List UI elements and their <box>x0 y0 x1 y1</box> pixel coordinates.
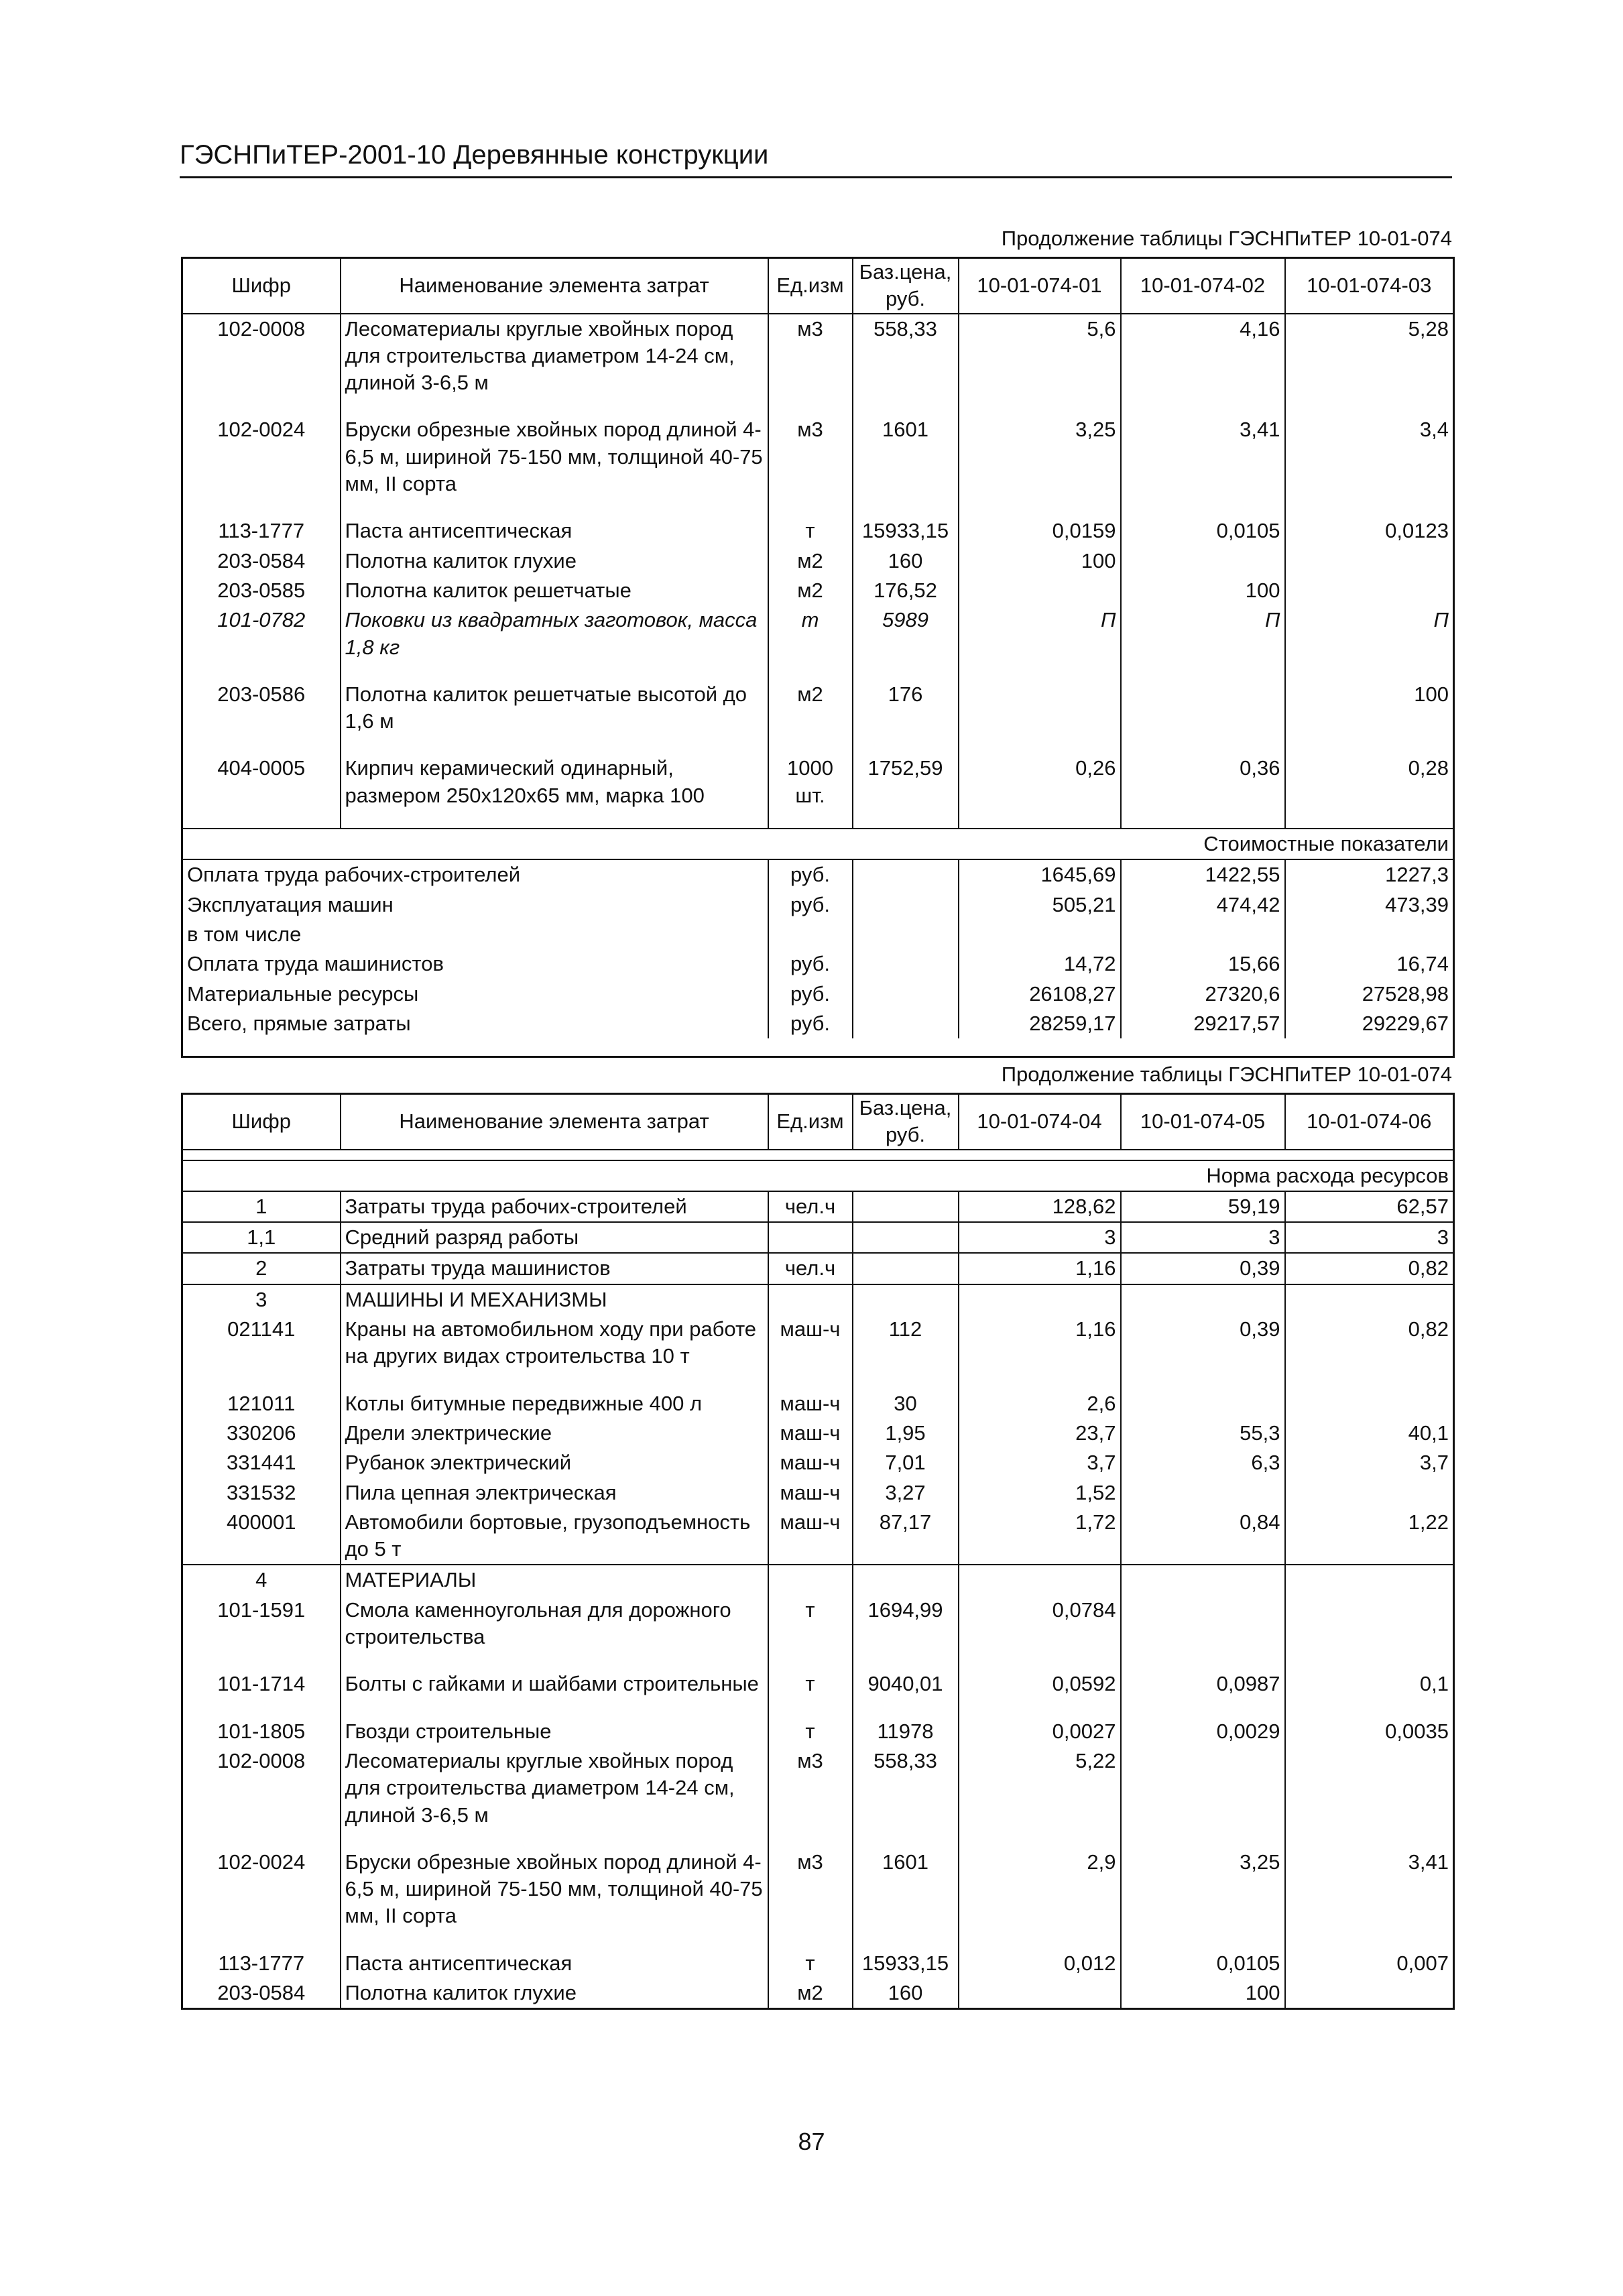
cell-value: 3,25 <box>1121 1848 1285 1931</box>
spacer-row <box>182 1931 1454 1949</box>
cell-unit: руб. <box>768 890 853 920</box>
table-row <box>182 1848 1454 1931</box>
cell-price <box>853 920 959 949</box>
spacer-row <box>182 662 1454 680</box>
cell-code: 113-1777 <box>182 516 341 546</box>
cell-value: 3 <box>1285 1222 1454 1253</box>
cell-unit: маш-ч <box>768 1389 853 1418</box>
cell-name: Краны на автомобильном ходу при работе на других видах строительства 10 т <box>341 1315 768 1372</box>
cell-price: 176,52 <box>853 576 959 605</box>
table-row <box>182 1669 1454 1699</box>
cell-price <box>853 1009 959 1038</box>
column-header: 10-01-074-05 <box>1121 1094 1285 1150</box>
resource-table-1 <box>181 257 1455 1058</box>
cell-value <box>1121 1565 1285 1595</box>
table-row <box>182 516 1454 546</box>
cell-value: 100 <box>1121 1978 1285 2009</box>
cell-code: 331532 <box>182 1478 341 1508</box>
cell-price <box>853 859 959 890</box>
cell-price: 1601 <box>853 415 959 499</box>
column-header: Наименование элемента затрат <box>341 1094 768 1150</box>
cell-price: 15933,15 <box>853 1949 959 1978</box>
table-row <box>182 1315 1454 1372</box>
cell-value: 0,0027 <box>959 1717 1121 1746</box>
total-label: Материальные ресурсы <box>182 979 768 1009</box>
cell-value: 0,1 <box>1285 1669 1454 1699</box>
cell-value <box>1285 576 1454 605</box>
cell-name: Смола каменноугольная для дорожного строительства <box>341 1595 768 1652</box>
cell-unit: т <box>768 516 853 546</box>
cell-value: 0,26 <box>959 753 1121 810</box>
cell-price: 9040,01 <box>853 1669 959 1699</box>
cell-name: Лесоматериалы круглые хвойных пород для строительства диаметром 14-24 см, длиной 3-6,5 м <box>341 1746 768 1830</box>
cell-value: П <box>959 605 1121 662</box>
table-caption: Продолжение таблицы ГЭСНПиТЕР 10-01-074 <box>1001 227 1452 250</box>
cell-code: 203-0586 <box>182 680 341 737</box>
cell-value <box>959 920 1121 949</box>
cell-name: Затраты труда рабочих-строителей <box>341 1191 768 1222</box>
cell-value: 128,62 <box>959 1191 1121 1222</box>
cell-value <box>1121 1595 1285 1652</box>
cell-value: 1,72 <box>959 1508 1121 1565</box>
cell-unit: м3 <box>768 415 853 499</box>
table-caption: Продолжение таблицы ГЭСНПиТЕР 10-01-074 <box>1001 1063 1452 1086</box>
cell-value: 3,25 <box>959 415 1121 499</box>
table-row <box>182 1949 1454 1978</box>
cell-value: 3,7 <box>959 1448 1121 1477</box>
cell-price: 1694,99 <box>853 1595 959 1652</box>
cell-unit: т <box>768 605 853 662</box>
cell-name: Поковки из квадратных заготовок, масса 1,8 кг <box>341 605 768 662</box>
cell-price <box>853 1565 959 1595</box>
cell-value: 0,82 <box>1285 1253 1454 1284</box>
cell-value: 27320,6 <box>1121 979 1285 1009</box>
cell-value: 0,0592 <box>959 1669 1121 1699</box>
cell-price: 1752,59 <box>853 753 959 810</box>
cell-value: 3 <box>1121 1222 1285 1253</box>
table-row <box>182 576 1454 605</box>
cell-value: 0,39 <box>1121 1253 1285 1284</box>
cell-code: 102-0024 <box>182 1848 341 1931</box>
cell-value: 6,3 <box>1121 1448 1285 1477</box>
cell-unit: м3 <box>768 1746 853 1830</box>
cell-code: 101-1805 <box>182 1717 341 1746</box>
cell-value: 3,4 <box>1285 415 1454 499</box>
cell-price: 1601 <box>853 1848 959 1931</box>
cell-price <box>853 949 959 979</box>
cell-name: Средний разряд работы <box>341 1222 768 1253</box>
cell-value <box>1285 1478 1454 1508</box>
table-row <box>182 314 1454 398</box>
section-band <box>182 829 1454 859</box>
cell-unit: т <box>768 1949 853 1978</box>
cell-name: Дрели электрические <box>341 1418 768 1448</box>
cell-name: Паста антисептическая <box>341 516 768 546</box>
table-header-row <box>182 1094 1454 1150</box>
cell-unit: т <box>768 1669 853 1699</box>
cell-value: 0,0035 <box>1285 1717 1454 1746</box>
cell-value: 0,012 <box>959 1949 1121 1978</box>
cell-value: 100 <box>1285 680 1454 737</box>
total-label: Всего, прямые затраты <box>182 1009 768 1038</box>
cell-name: Котлы битумные передвижные 400 л <box>341 1389 768 1418</box>
cell-value: 1,16 <box>959 1315 1121 1372</box>
cell-value <box>959 1284 1121 1315</box>
cell-code: 331441 <box>182 1448 341 1477</box>
table-row <box>182 1389 1454 1418</box>
cell-value: 15,66 <box>1121 949 1285 979</box>
cell-value: 0,0029 <box>1121 1717 1285 1746</box>
cell-value: 26108,27 <box>959 979 1121 1009</box>
totals-row <box>182 890 1454 920</box>
cell-price: 1,95 <box>853 1418 959 1448</box>
cell-value <box>1121 920 1285 949</box>
cell-unit: руб. <box>768 859 853 890</box>
cell-code: 121011 <box>182 1389 341 1418</box>
cell-name: Кирпич керамический одинарный, размером 250х120х65 мм, марка 100 <box>341 753 768 810</box>
cell-unit: м3 <box>768 1848 853 1931</box>
column-header: 10-01-074-02 <box>1121 258 1285 314</box>
cell-name: Пила цепная электрическая <box>341 1478 768 1508</box>
spacer-row <box>182 1699 1454 1717</box>
cell-name: Полотна калиток решетчатые высотой до 1,6 м <box>341 680 768 737</box>
table-row <box>182 1478 1454 1508</box>
cell-value: 1,22 <box>1285 1508 1454 1565</box>
cell-unit: маш-ч <box>768 1315 853 1372</box>
cell-value <box>1285 1595 1454 1652</box>
table-row <box>182 1253 1454 1284</box>
table-row <box>182 680 1454 737</box>
table-row <box>182 1284 1454 1315</box>
cell-value: 59,19 <box>1121 1191 1285 1222</box>
band-label: Норма расхода ресурсов <box>182 1160 1454 1191</box>
table-row <box>182 1222 1454 1253</box>
cell-value: 0,0105 <box>1121 516 1285 546</box>
section-heading: МАШИНЫ И МЕХАНИЗМЫ <box>341 1284 768 1315</box>
cell-value: 1,16 <box>959 1253 1121 1284</box>
cell-value: 55,3 <box>1121 1418 1285 1448</box>
cell-value: 5,22 <box>959 1746 1121 1830</box>
cell-name: Гвозди строительные <box>341 1717 768 1746</box>
cell-value: 3 <box>959 1222 1121 1253</box>
page-number: 87 <box>798 2128 825 2155</box>
cell-code: 203-0584 <box>182 546 341 576</box>
cell-price: 30 <box>853 1389 959 1418</box>
cell-unit: 1000 шт. <box>768 753 853 810</box>
cell-price: 15933,15 <box>853 516 959 546</box>
cell-code: 102-0008 <box>182 314 341 398</box>
table-row <box>182 1746 1454 1830</box>
cell-price: 160 <box>853 546 959 576</box>
cell-value: 28259,17 <box>959 1009 1121 1038</box>
cell-value <box>1285 546 1454 576</box>
page-title: ГЭСНПиТЕР-2001-10 Деревянные конструкции <box>180 137 1452 178</box>
cell-value: 29229,67 <box>1285 1009 1454 1038</box>
cell-unit <box>768 920 853 949</box>
table-header-row <box>182 258 1454 314</box>
cell-value: 0,39 <box>1121 1315 1285 1372</box>
cell-value: 473,39 <box>1285 890 1454 920</box>
cell-price <box>853 979 959 1009</box>
cell-value: 62,57 <box>1285 1191 1454 1222</box>
cell-value <box>1121 1746 1285 1830</box>
cell-unit: маш-ч <box>768 1478 853 1508</box>
cell-value: 1422,55 <box>1121 859 1285 890</box>
column-header: Баз.цена, руб. <box>853 258 959 314</box>
cell-name: Рубанок электрический <box>341 1448 768 1477</box>
spacer-row <box>182 398 1454 415</box>
cell-name: Полотна калиток решетчатые <box>341 576 768 605</box>
cell-price <box>853 1284 959 1315</box>
cell-name: Полотна калиток глухие <box>341 546 768 576</box>
column-header: 10-01-074-01 <box>959 258 1121 314</box>
cell-code: 404-0005 <box>182 753 341 810</box>
cell-value: 0,84 <box>1121 1508 1285 1565</box>
cell-value: 2,6 <box>959 1389 1121 1418</box>
cell-code: 1 <box>182 1191 341 1222</box>
cell-price: 3,27 <box>853 1478 959 1508</box>
cell-value: 27528,98 <box>1285 979 1454 1009</box>
table-row <box>182 546 1454 576</box>
cell-code: 203-0585 <box>182 576 341 605</box>
cell-value: П <box>1121 605 1285 662</box>
table-row <box>182 1508 1454 1565</box>
table-row <box>182 1717 1454 1746</box>
cell-value: 5,6 <box>959 314 1121 398</box>
cell-value: 0,28 <box>1285 753 1454 810</box>
column-header: Шифр <box>182 258 341 314</box>
cell-code: 330206 <box>182 1418 341 1448</box>
column-header: 10-01-074-04 <box>959 1094 1121 1150</box>
cell-price: 176 <box>853 680 959 737</box>
cell-value: 0,0123 <box>1285 516 1454 546</box>
cell-value <box>959 680 1121 737</box>
cell-unit: т <box>768 1717 853 1746</box>
cell-value: П <box>1285 605 1454 662</box>
cell-value <box>1121 680 1285 737</box>
cell-value: 100 <box>1121 576 1285 605</box>
spacer-row <box>182 1038 1454 1057</box>
table-row <box>182 1191 1454 1222</box>
cell-value: 0,82 <box>1285 1315 1454 1372</box>
cell-value: 3,7 <box>1285 1448 1454 1477</box>
cell-value <box>959 1978 1121 2009</box>
spacer-row <box>182 499 1454 516</box>
cell-code: 101-1591 <box>182 1595 341 1652</box>
cell-name: Бруски обрезные хвойных пород длиной 4-6,5 м, шириной 75-150 мм, толщиной 40-75 мм, II сорта <box>341 415 768 499</box>
cell-price <box>853 1253 959 1284</box>
cell-value <box>1285 1746 1454 1830</box>
cell-price <box>853 1191 959 1222</box>
column-header: Ед.изм <box>768 258 853 314</box>
cell-name: Бруски обрезные хвойных пород длиной 4-6,5 м, шириной 75-150 мм, толщиной 40-75 мм, II сорта <box>341 1848 768 1931</box>
spacer-row <box>182 736 1454 753</box>
cell-value: 5,28 <box>1285 314 1454 398</box>
cell-value: 3,41 <box>1285 1848 1454 1931</box>
cell-code: 102-0024 <box>182 415 341 499</box>
resource-table-2 <box>181 1093 1455 2010</box>
cell-name: Паста антисептическая <box>341 1949 768 1978</box>
table-row <box>182 1418 1454 1448</box>
cell-price: 558,33 <box>853 314 959 398</box>
cell-name: Полотна калиток глухие <box>341 1978 768 2009</box>
cell-code: 102-0008 <box>182 1746 341 1830</box>
cell-unit: маш-ч <box>768 1448 853 1477</box>
cell-price: 558,33 <box>853 1746 959 1830</box>
cell-name: Автомобили бортовые, грузоподъемность до 5 т <box>341 1508 768 1565</box>
cell-value: 474,42 <box>1121 890 1285 920</box>
cell-value: 0,0105 <box>1121 1949 1285 1978</box>
cell-value <box>1121 1389 1285 1418</box>
cell-price: 160 <box>853 1978 959 2009</box>
cell-value: 4,16 <box>1121 314 1285 398</box>
total-label: Эксплуатация машин <box>182 890 768 920</box>
cell-price: 11978 <box>853 1717 959 1746</box>
cell-value: 40,1 <box>1285 1418 1454 1448</box>
table-row <box>182 1595 1454 1652</box>
cell-price <box>853 890 959 920</box>
cell-code: 021141 <box>182 1315 341 1372</box>
cell-value: 2,9 <box>959 1848 1121 1931</box>
cell-value: 0,0784 <box>959 1595 1121 1652</box>
cell-code: 1,1 <box>182 1222 341 1253</box>
cell-code: 400001 <box>182 1508 341 1565</box>
cell-unit: чел.ч <box>768 1253 853 1284</box>
cell-code: 4 <box>182 1565 341 1595</box>
cell-value <box>959 576 1121 605</box>
cell-value: 3,41 <box>1121 415 1285 499</box>
cell-value: 14,72 <box>959 949 1121 979</box>
cell-code: 113-1777 <box>182 1949 341 1978</box>
spacer-row <box>182 1150 1454 1160</box>
cell-unit: руб. <box>768 949 853 979</box>
totals-row <box>182 949 1454 979</box>
table-row <box>182 1448 1454 1477</box>
cell-unit: руб. <box>768 979 853 1009</box>
section-band <box>182 1160 1454 1191</box>
cell-unit <box>768 1565 853 1595</box>
cell-value <box>1285 1389 1454 1418</box>
column-header: Ед.изм <box>768 1094 853 1150</box>
cell-price: 112 <box>853 1315 959 1372</box>
totals-row <box>182 920 1454 949</box>
spacer-row <box>182 1830 1454 1848</box>
spacer-row <box>182 1372 1454 1389</box>
cell-name: Лесоматериалы круглые хвойных пород для строительства диаметром 14-24 см, длиной 3-6,5 м <box>341 314 768 398</box>
spacer-row <box>182 1652 1454 1669</box>
cell-value: 505,21 <box>959 890 1121 920</box>
column-header: 10-01-074-06 <box>1285 1094 1454 1150</box>
cell-value <box>1285 1565 1454 1595</box>
cell-value <box>1285 920 1454 949</box>
cell-unit: м2 <box>768 546 853 576</box>
cell-code: 101-1714 <box>182 1669 341 1699</box>
cell-unit: м3 <box>768 314 853 398</box>
section-heading: МАТЕРИАЛЫ <box>341 1565 768 1595</box>
cell-value: 0,0159 <box>959 516 1121 546</box>
column-header: 10-01-074-03 <box>1285 258 1454 314</box>
cell-unit: м2 <box>768 1978 853 2009</box>
cell-value: 0,0987 <box>1121 1669 1285 1699</box>
totals-row <box>182 1009 1454 1038</box>
spacer-row <box>182 810 1454 829</box>
cell-name: Затраты труда машинистов <box>341 1253 768 1284</box>
cell-unit <box>768 1222 853 1253</box>
cell-code: 2 <box>182 1253 341 1284</box>
cell-value: 100 <box>959 546 1121 576</box>
cell-value: 1,52 <box>959 1478 1121 1508</box>
cell-value: 0,36 <box>1121 753 1285 810</box>
cell-unit: маш-ч <box>768 1508 853 1565</box>
total-label: Оплата труда рабочих-строителей <box>182 859 768 890</box>
cell-value: 1227,3 <box>1285 859 1454 890</box>
totals-row <box>182 979 1454 1009</box>
column-header: Наименование элемента затрат <box>341 258 768 314</box>
cell-value <box>1285 1978 1454 2009</box>
totals-row <box>182 859 1454 890</box>
cell-unit: маш-ч <box>768 1418 853 1448</box>
cell-unit: т <box>768 1595 853 1652</box>
cell-code: 3 <box>182 1284 341 1315</box>
cell-price <box>853 1222 959 1253</box>
cell-value <box>1121 546 1285 576</box>
total-label: Оплата труда машинистов <box>182 949 768 979</box>
cell-value <box>1285 1284 1454 1315</box>
column-header: Шифр <box>182 1094 341 1150</box>
cell-unit: чел.ч <box>768 1191 853 1222</box>
cell-name: Болты с гайками и шайбами строительные <box>341 1669 768 1699</box>
cell-unit: руб. <box>768 1009 853 1038</box>
cell-value: 16,74 <box>1285 949 1454 979</box>
table-row <box>182 753 1454 810</box>
cell-unit: м2 <box>768 680 853 737</box>
cell-value: 1645,69 <box>959 859 1121 890</box>
cell-value: 0,007 <box>1285 1949 1454 1978</box>
cell-value <box>959 1565 1121 1595</box>
table-row <box>182 1978 1454 2009</box>
cell-value <box>1121 1284 1285 1315</box>
table-row <box>182 415 1454 499</box>
cell-price: 7,01 <box>853 1448 959 1477</box>
cell-value: 29217,57 <box>1121 1009 1285 1038</box>
table-row <box>182 605 1454 662</box>
cell-unit: м2 <box>768 576 853 605</box>
total-label: в том числе <box>182 920 768 949</box>
cell-unit <box>768 1284 853 1315</box>
cell-price: 87,17 <box>853 1508 959 1565</box>
column-header: Баз.цена, руб. <box>853 1094 959 1150</box>
cell-code: 203-0584 <box>182 1978 341 2009</box>
table-row <box>182 1565 1454 1595</box>
cell-code: 101-0782 <box>182 605 341 662</box>
band-label: Стоимостные показатели <box>182 829 1454 859</box>
cell-value: 23,7 <box>959 1418 1121 1448</box>
cell-price: 5989 <box>853 605 959 662</box>
cell-value <box>1121 1478 1285 1508</box>
